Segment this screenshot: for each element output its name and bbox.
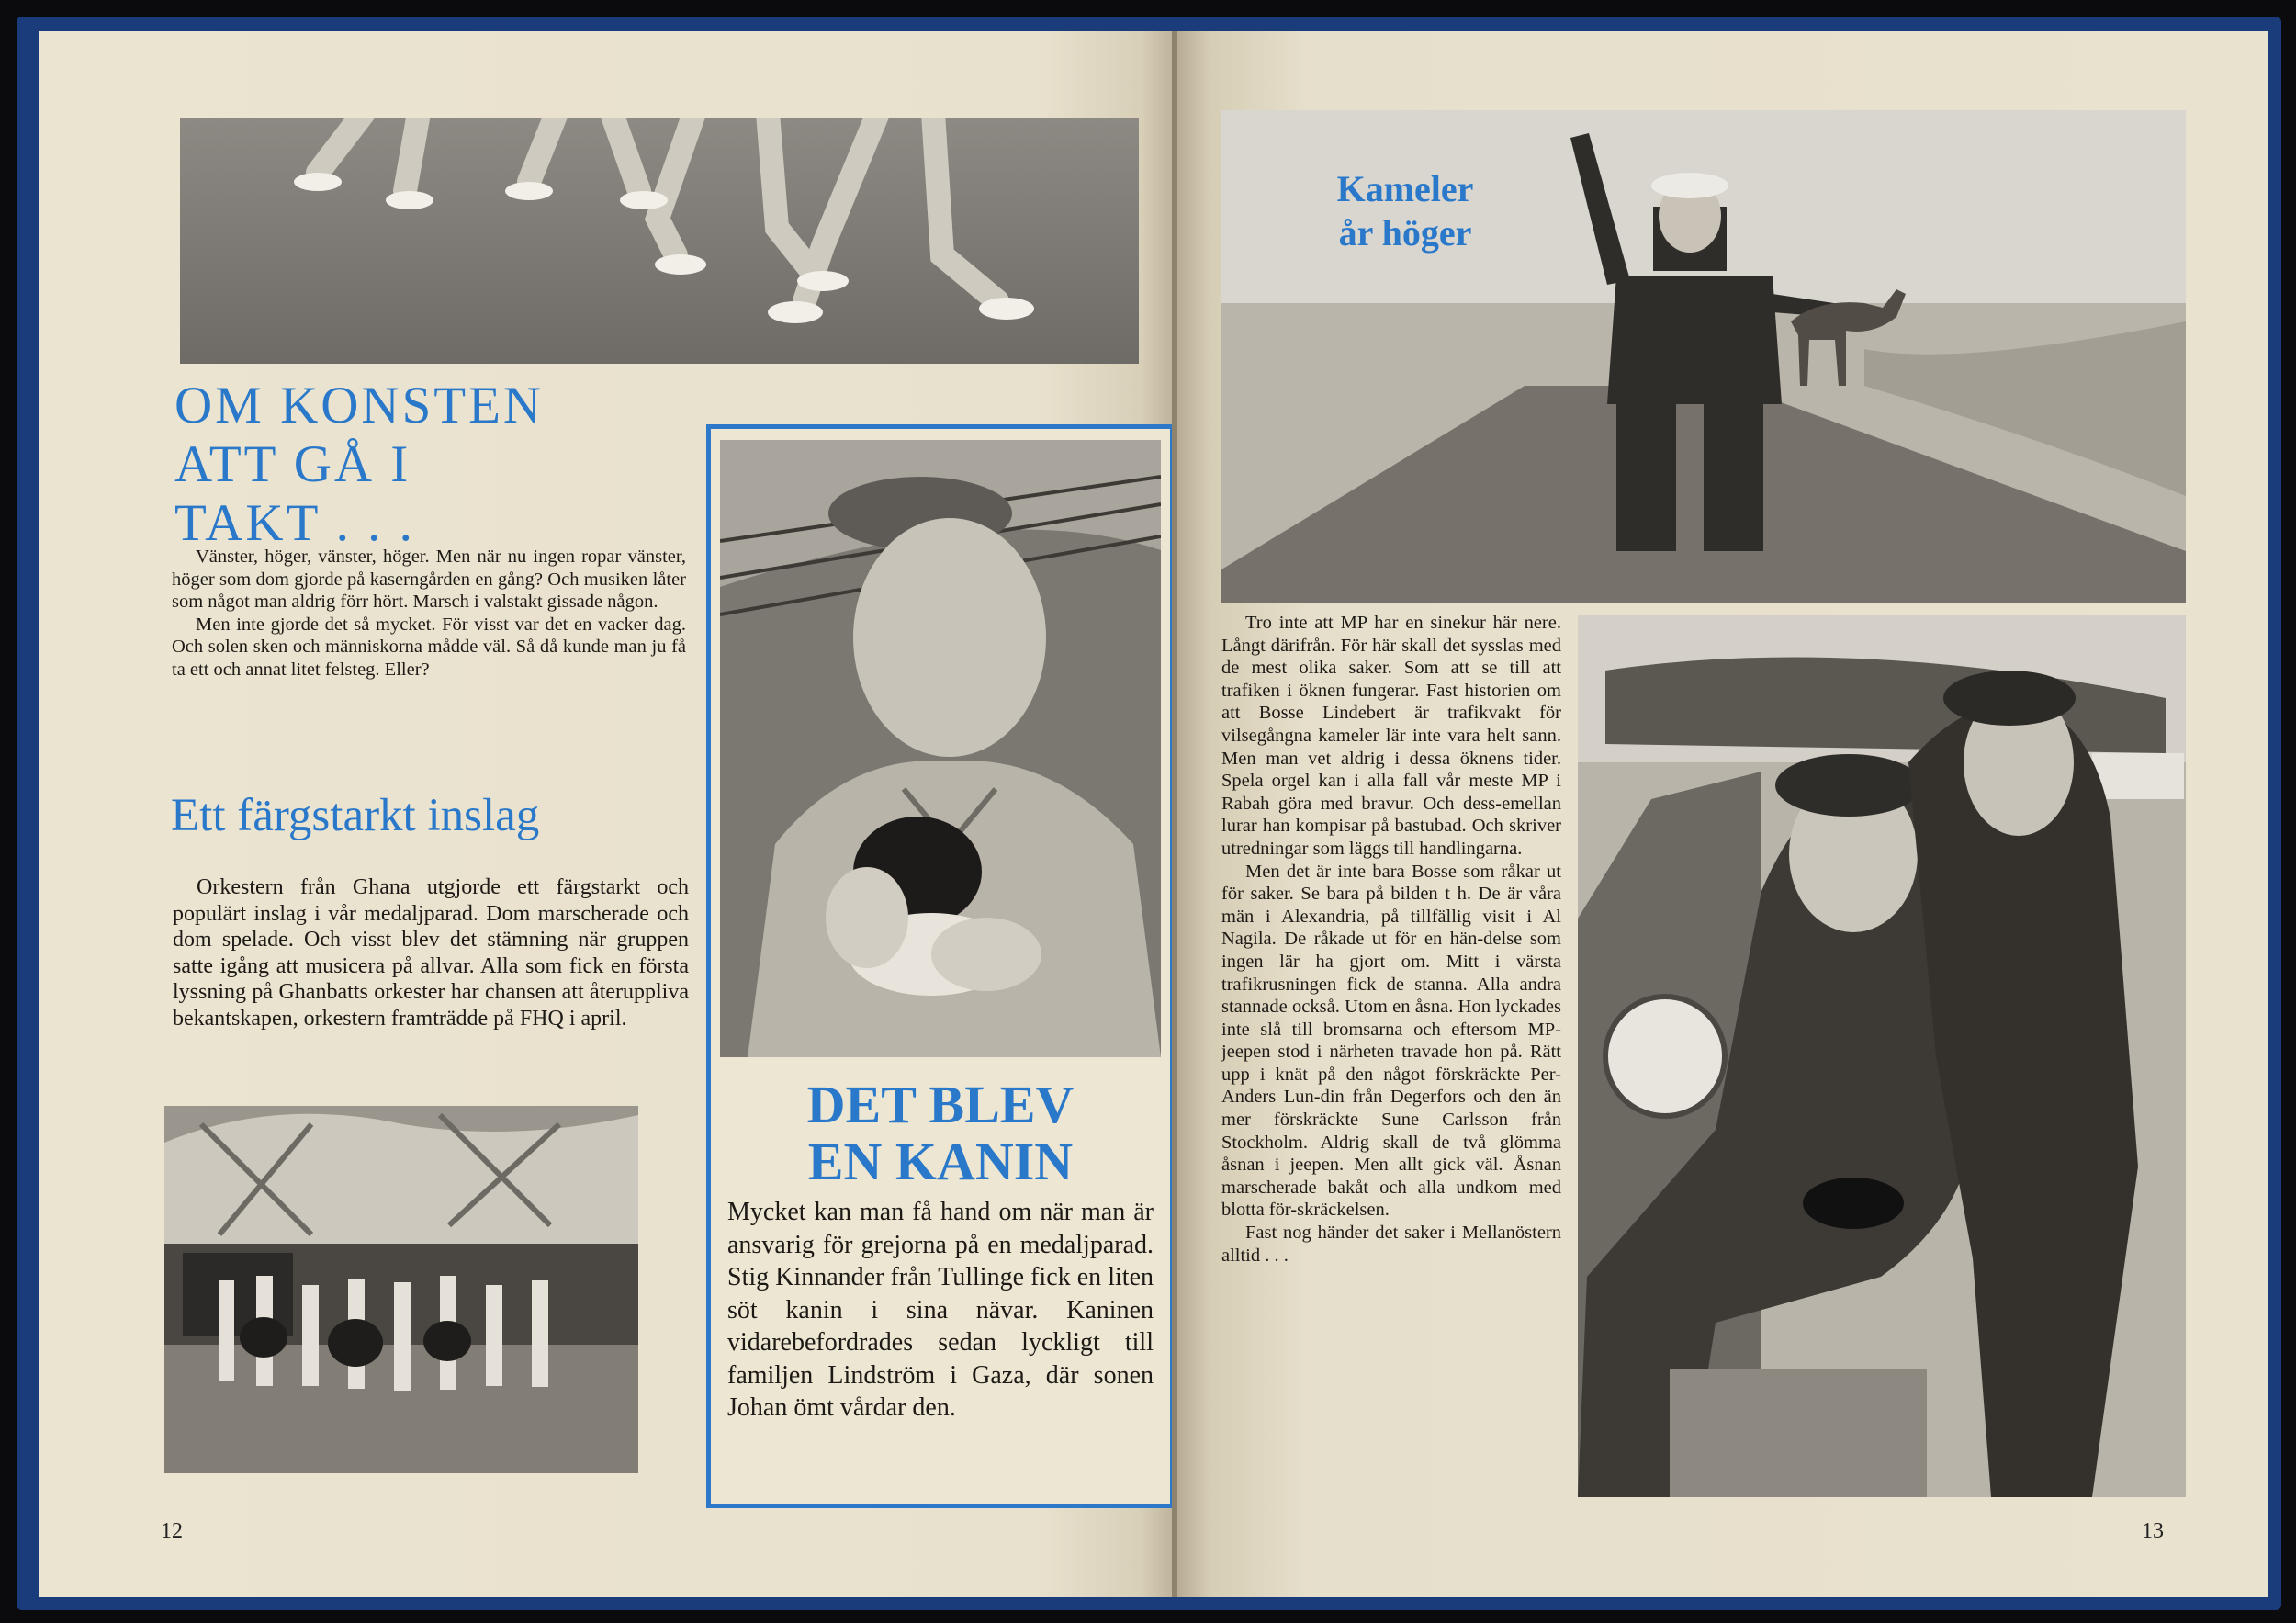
camel-caption: Kameler år höger [1336, 168, 1474, 254]
box-headline: DET BLEV EN KANIN [806, 1075, 1075, 1191]
article-paragraph-3: Fast nog händer det saker i Mellanöstern alltid . . . [1221, 1223, 1561, 1266]
right-page [1177, 31, 2268, 1597]
subheadline: Ett färgstarkt inslag [171, 790, 540, 841]
right-article [1221, 612, 1561, 1267]
page-number-right: 13 [2142, 1519, 2164, 1543]
main-headline: OM KONSTEN ATT GÅ I TAKT . . . [174, 377, 545, 552]
intro-text [172, 546, 686, 681]
article-paragraph-1: Tro inte att MP har en sinekur här nere. Långt därifrån. För här skall det sysslas med de mest olika saker. Som att se till att trafiken i öknen fungerar. Fast historien om att Bosse Lindebert är trafikvakt för vilsegångna kameler lär inte vara helt sann. Men man vet aldrig i dessa öknens tider. Spela orgel kan i alla fall vår meste MP i Rabah göra med bravur. Och dess-emellan lurar han kompisar på bastubad. Och skriver utredningar som läggs till handlingarna. [1221, 613, 1561, 859]
box-text: Mycket kan man få hand om när man är ansvarig för grejorna på en medaljparad. Stig Kinnander från Tullinge fick en liten söt kanin i sina nävar. Kaninen vidarebefordrades sedan lyckligt till familjen Lindström i Gaza, där sonen Johan ömt vårdar den. [727, 1198, 1154, 1422]
article-paragraph-2: Men det är inte bara Bosse som råkar ut för saker. Se bara på bilden t h. De är våra män i Alexandria, på tillfällig visit i Al Nagila. De råkade ut för en hän-delse som ingen lär ha gjort om. Mitt i värsta trafikrusningen fick de stanna. Alla andra stannade också. Utom en åsna. Hon lyckades inte slå till bromsarna och eftersom MP-jeepen stod i närheten travade hon på. Rätt upp i knät på den något förskräckte Per-Anders Lun-din från Degerfors och den än mer förskräckte Sune Carlsson från Stockholm. Aldrig skall de två glömma åsnan i jeepen. Men allt gick väl. Åsnan marscherade bakåt och alla undkom med blotta för-skräckelsen. [1221, 861, 1561, 1221]
jeep-soldiers-photo [1578, 615, 2186, 1497]
intro-paragraph-2: Men inte gjorde det så mycket. För visst var det en vacker dag. Och solen sken och människorna mådde väl. Så då kunde man ju få ta ett och annat litet felsteg. Eller? [172, 614, 686, 680]
soldier-rabbit-photo [720, 440, 1161, 1057]
mp-camel-photo [1221, 110, 2186, 603]
intro-paragraph-1: Vänster, höger, vänster, höger. Men när nu ingen ropar vänster, höger som dom gjorde på kaserngården en gång? Och musiken låter som något man aldrig förr hört. Marsch i valstakt gissade någon. [172, 547, 686, 612]
page-number-left: 12 [161, 1519, 183, 1543]
band-photo [164, 1106, 638, 1473]
marching-legs-photo [180, 118, 1139, 364]
left-page [39, 31, 1176, 1597]
band-text: Orkestern från Ghana utgjorde ett färgstarkt och populärt inslag i vår medaljparad. Dom marscherade och dom spelade. Och visst blev det stämning när gruppen satte igång att musicera på allvar. Alla som fick en första lyssning på Ghanbatts orkester har chansen att återuppliva bekantskapen, orkestern framträdde på FHQ i april. [173, 875, 689, 1031]
rabbit-story-box [706, 424, 1175, 1508]
